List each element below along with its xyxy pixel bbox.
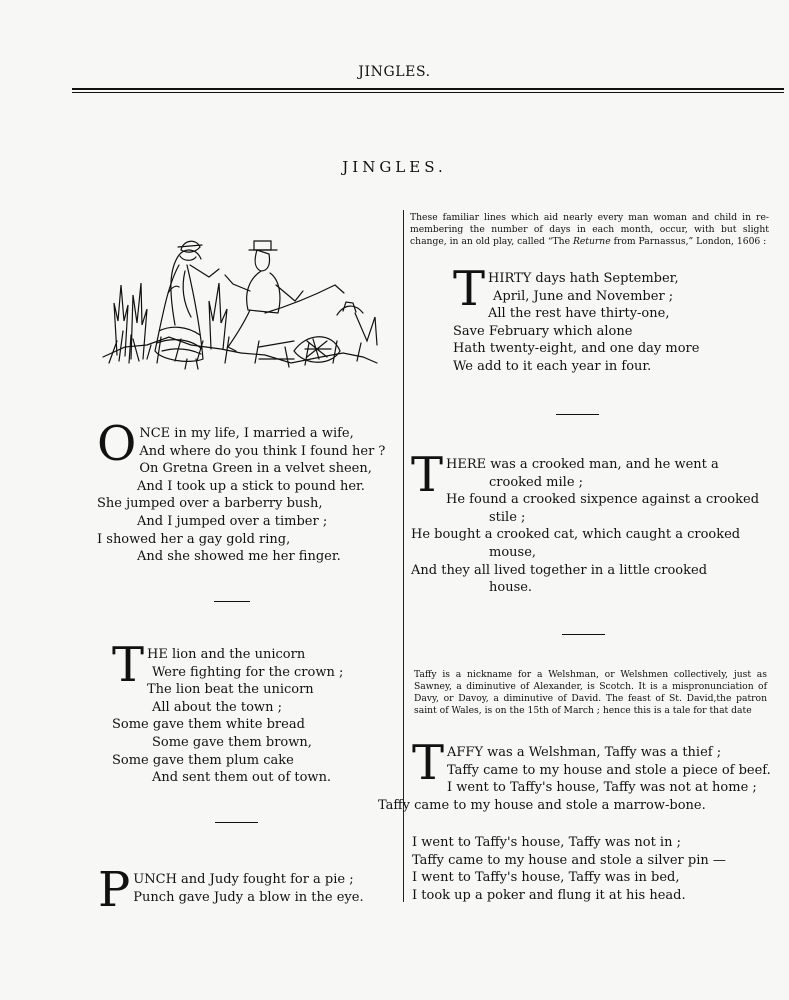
poem-line: crooked mile ; (489, 474, 584, 490)
header-rule (72, 88, 784, 93)
poem-line: Some gave them white bread (112, 717, 305, 733)
poem-line: She jumped over a barberry bush, (97, 496, 323, 512)
poem-line: And I took up a stick to pound her. (137, 478, 365, 494)
poem-line: And she showed me her finger. (137, 549, 341, 565)
poem-line: I went to Taffy's house, Taffy was in bed, (412, 870, 680, 886)
dropcap-t: T (412, 735, 445, 791)
poem-line: HE lion and the unicorn (147, 647, 306, 662)
poem-taffy-welshman (378, 735, 771, 814)
poem-line: UNCH and Judy fought for a pie ; (133, 872, 354, 887)
poem-line: Taffy came to my house and stole a piece of beef. (447, 762, 771, 778)
poem-line: On Gretna Green in a velvet sheen, (139, 461, 372, 477)
poem-crooked-man (411, 447, 767, 597)
dropcap-t: T (453, 261, 486, 317)
poem-thirty-days (453, 261, 768, 376)
dropcap-o: O (97, 416, 137, 472)
poem-line: HERE was a crooked man, and he went a (446, 457, 719, 472)
poem-line: HIRTY days hath September, (488, 271, 679, 286)
poem-line: house. (489, 580, 533, 596)
poem-line: I showed her a gay gold ring, (97, 531, 291, 547)
poem-line: And sent them out of town. (152, 770, 332, 786)
poem-line: All about the town ; (152, 699, 282, 715)
poem-line: He found a crooked sixpence against a crooked (446, 492, 760, 508)
poem-line: All the rest have thirty-one, (488, 306, 670, 322)
poem-punch-and-judy (98, 862, 390, 918)
dropcap-t: T (411, 447, 444, 503)
courtship-illustration (99, 213, 380, 380)
poem-line: Save February which alone (453, 323, 633, 339)
play-title: Returne (572, 236, 611, 247)
running-header: JINGLES. (358, 64, 431, 80)
poem-line: And I jumped over a timber ; (137, 513, 328, 529)
poem-line: Were fighting for the crown ; (152, 664, 344, 680)
poem-line: And where do you think I found her ? (139, 443, 386, 459)
poem-line: Some gave them plum cake (112, 752, 294, 768)
footnote-taffy: Taffy is a nickname for a Welshman, or Welshmen collectively, just as Sawney, a diminutive of Alexander, is Scotch. It is a mispronunciation of Davy, or Davoy, a diminutive of David. The feast of St. David,the patron saint of Wales, is on the 15th of March ; hence this is a tale for that date (414, 669, 767, 716)
poem-line: mouse, (489, 544, 537, 560)
note-text: from Parnassus,” London, 1606 : (610, 236, 767, 247)
poem-line: I took up a poker and flung it at his head. (412, 887, 686, 903)
section-rule (215, 822, 258, 823)
poem-line: April, June and November ; (493, 288, 674, 304)
section-rule (562, 634, 605, 635)
poem-line: I went to Taffy's house, Taffy was not in ; (412, 835, 681, 850)
poem-line: Taffy came to my house and stole a silver pin — (412, 852, 726, 868)
page-title: JINGLES. (342, 158, 447, 176)
poem-line: I went to Taffy's house, Taffy was not at home ; (447, 780, 757, 796)
poem-line: AFFY was a Welshman, Taffy was a thief ; (447, 745, 722, 760)
footnote-thirty-days (410, 212, 769, 248)
poem-line: stile ; (489, 509, 526, 525)
poem-line: Hath twenty-eight, and one day more (453, 341, 700, 357)
poem-line: We add to it each year in four. (453, 358, 652, 374)
note-text: These familiar lines which aid nearly every man woman and child in re-membering the number of days in each month, occur, with but slight change, in an old play, called “The (410, 212, 769, 247)
dropcap-p: P (98, 862, 131, 918)
poem-once-in-my-life (97, 416, 387, 566)
poem-line: NCE in my life, I married a wife, (139, 426, 354, 441)
poem-line: Punch gave Judy a blow in the eye. (133, 889, 364, 905)
poem-taffy-silver-pin (412, 834, 768, 904)
poem-lion-and-unicorn (112, 637, 382, 787)
poem-line: Taffy came to my house and stole a marrow-bone. (378, 797, 706, 813)
section-rule (556, 414, 599, 415)
poem-line: He bought a crooked cat, which caught a crooked (411, 527, 741, 543)
poem-line: Some gave them brown, (152, 734, 312, 750)
poem-line: And they all lived together in a little crooked (411, 562, 708, 578)
dropcap-t: T (112, 637, 145, 693)
section-rule (214, 601, 250, 602)
poem-line: The lion beat the unicorn (147, 682, 314, 698)
